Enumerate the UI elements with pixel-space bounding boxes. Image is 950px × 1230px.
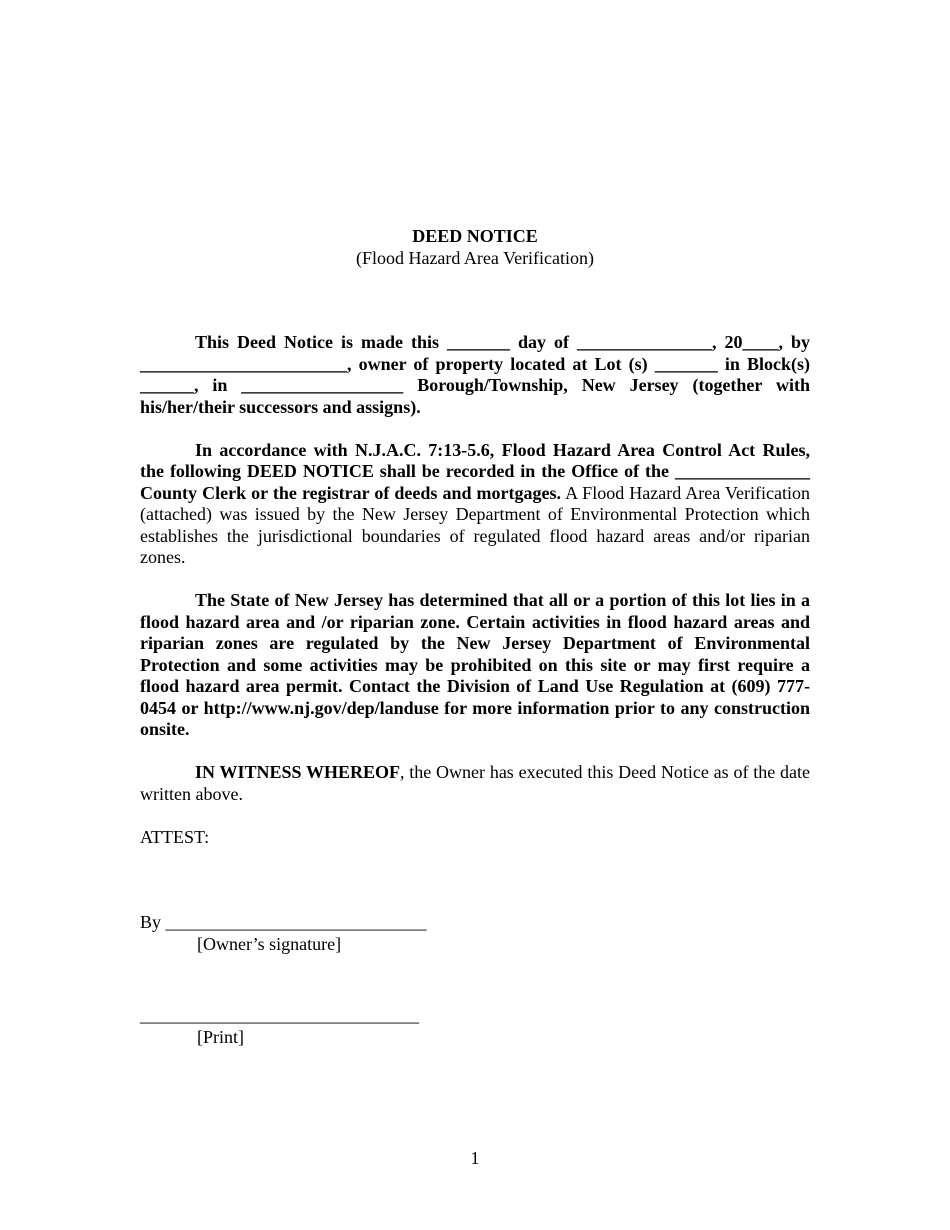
page-number: 1 [470, 1148, 480, 1168]
witness-bold-text: IN WITNESS WHEREOF [195, 762, 400, 782]
print-name-caption: [Print] [197, 1026, 244, 1047]
document-subtitle: (Flood Hazard Area Verification) [355, 247, 595, 268]
title-block [140, 226, 810, 269]
paragraph-state-determination: The State of New Jersey has determined that all or a portion of this lot lies in a flood hazard area and /or riparian zone. Certain activities in flood hazard areas and riparian zones are regulated by the New Jersey Department of Environmental Protection and some activities may be prohibited on this site or may first require a flood hazard area permit. Contact the Division of Land Use Regulation at (609) 777-0454 or http://www.nj.gov/dep/landuse for more information prior to any construction onsite. [140, 590, 810, 739]
attest-label: ATTEST: [140, 826, 210, 847]
by-label: By [140, 912, 162, 932]
witness-regular-text: , the Owner has executed this Deed Notice as of the date written above. [140, 762, 810, 804]
document-title: DEED NOTICE [412, 226, 538, 246]
owner-signature-blank-line: _____________________________ [165, 912, 427, 932]
paragraph-recording-requirement [140, 440, 810, 569]
recording-requirement-regular-text: A Flood Hazard Area Verification (attached) was issued by the New Jersey Department of Environmental Protection which establishes the jurisdictional boundaries of regulated flood hazard areas and/or riparian zones. [140, 482, 810, 567]
print-name-blank-line: _______________________________ [140, 1005, 419, 1025]
owner-signature-row [140, 912, 810, 934]
owner-signature-caption: [Owner’s signature] [197, 933, 342, 954]
recording-requirement-bold-text: In accordance with N.J.A.C. 7:13-5.6, Flood Hazard Area Control Act Rules, the following DEED NOTICE shall be recorded in the Office of the _______________ County Clerk or the registrar of deeds and mortgages. [140, 439, 810, 503]
paragraph-witness [140, 762, 810, 805]
paragraph-deed-made: This Deed Notice is made this _______ day of _______________, 20____, by _______________________, owner of property located at Lot (s) _______ in Block(s) ______, in __________________ Borough/Township, New Jersey (together with his/her/their successors and assigns). [140, 332, 810, 417]
